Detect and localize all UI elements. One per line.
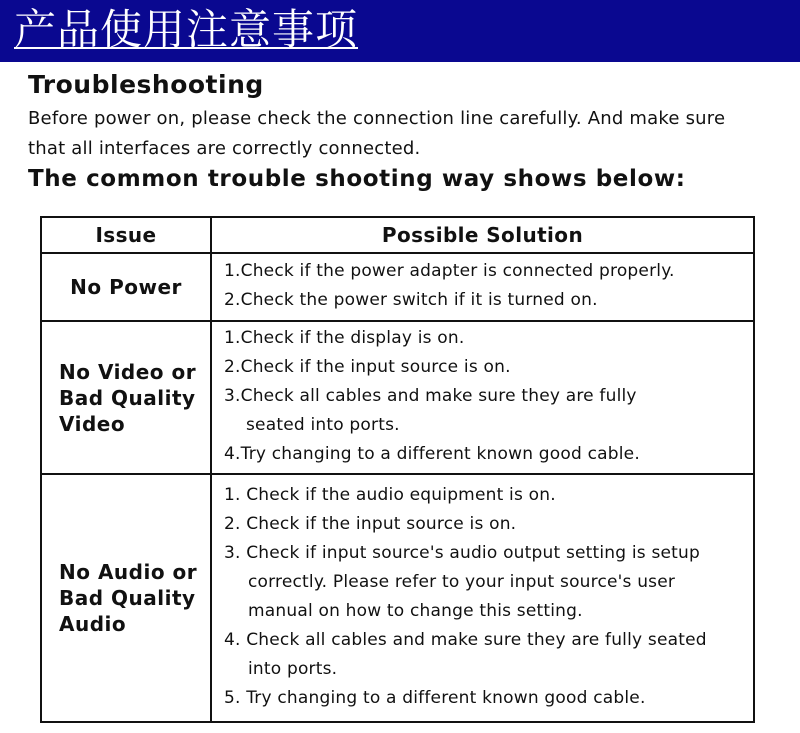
issue-cell — [41, 253, 211, 321]
intro-paragraph — [28, 104, 725, 164]
solution-line: 1.Check if the power adapter is connected properly. — [224, 261, 675, 281]
issue-line: No Audio or — [59, 560, 198, 584]
subheading: The common trouble shooting way shows below: — [28, 166, 686, 192]
solution-cell — [211, 321, 754, 474]
table-row — [41, 474, 754, 722]
solution-line: 2.Check the power switch if it is turned on. — [224, 290, 598, 310]
header-issue: Issue — [41, 217, 211, 253]
issue-cell — [41, 474, 211, 722]
solution-line: 5. Try changing to a different known good cable. — [224, 688, 646, 708]
solution-line: 2. Check if the input source is on. — [224, 514, 517, 534]
solution-line: 1.Check if the display is on. — [224, 328, 465, 348]
issue-line: Bad Quality — [59, 586, 196, 610]
header-solution: Possible Solution — [211, 217, 754, 253]
issue-line: Video — [59, 411, 126, 436]
solution-line: 4.Try changing to a different known good cable. — [224, 444, 640, 464]
issue-line: No Video or — [59, 359, 197, 384]
solution-line: 1. Check if the audio equipment is on. — [224, 485, 556, 505]
table-row — [41, 253, 754, 321]
solution-line: correctly. Please refer to your input source's user — [248, 572, 676, 592]
solution-line: 4. Check all cables and make sure they are fully seated — [224, 630, 707, 650]
solution-cell — [211, 253, 754, 321]
solution-line: into ports. — [248, 659, 338, 679]
solution-line: seated into ports. — [246, 415, 400, 435]
solution-cell — [211, 474, 754, 722]
issue-line: Audio — [59, 612, 127, 636]
section-heading: Troubleshooting — [28, 70, 264, 99]
title-banner — [0, 0, 800, 62]
troubleshooting-table — [40, 216, 755, 723]
solution-line: 2.Check if the input source is on. — [224, 357, 511, 377]
intro-line: that all interfaces are correctly connected. — [28, 138, 421, 159]
issue-line: Bad Quality — [59, 385, 196, 410]
solution-line: manual on how to change this setting. — [248, 601, 583, 621]
table-row — [41, 321, 754, 474]
issue-line: No Power — [70, 275, 182, 299]
intro-line: Before power on, please check the connection line carefully. And make sure — [28, 108, 726, 129]
solution-line: 3. Check if input source's audio output setting is setup — [224, 543, 701, 563]
issue-cell — [41, 321, 211, 474]
banner-title: 产品使用注意事项 — [14, 5, 359, 54]
table-header-row — [41, 217, 754, 253]
solution-line: 3.Check all cables and make sure they are fully — [224, 386, 637, 406]
